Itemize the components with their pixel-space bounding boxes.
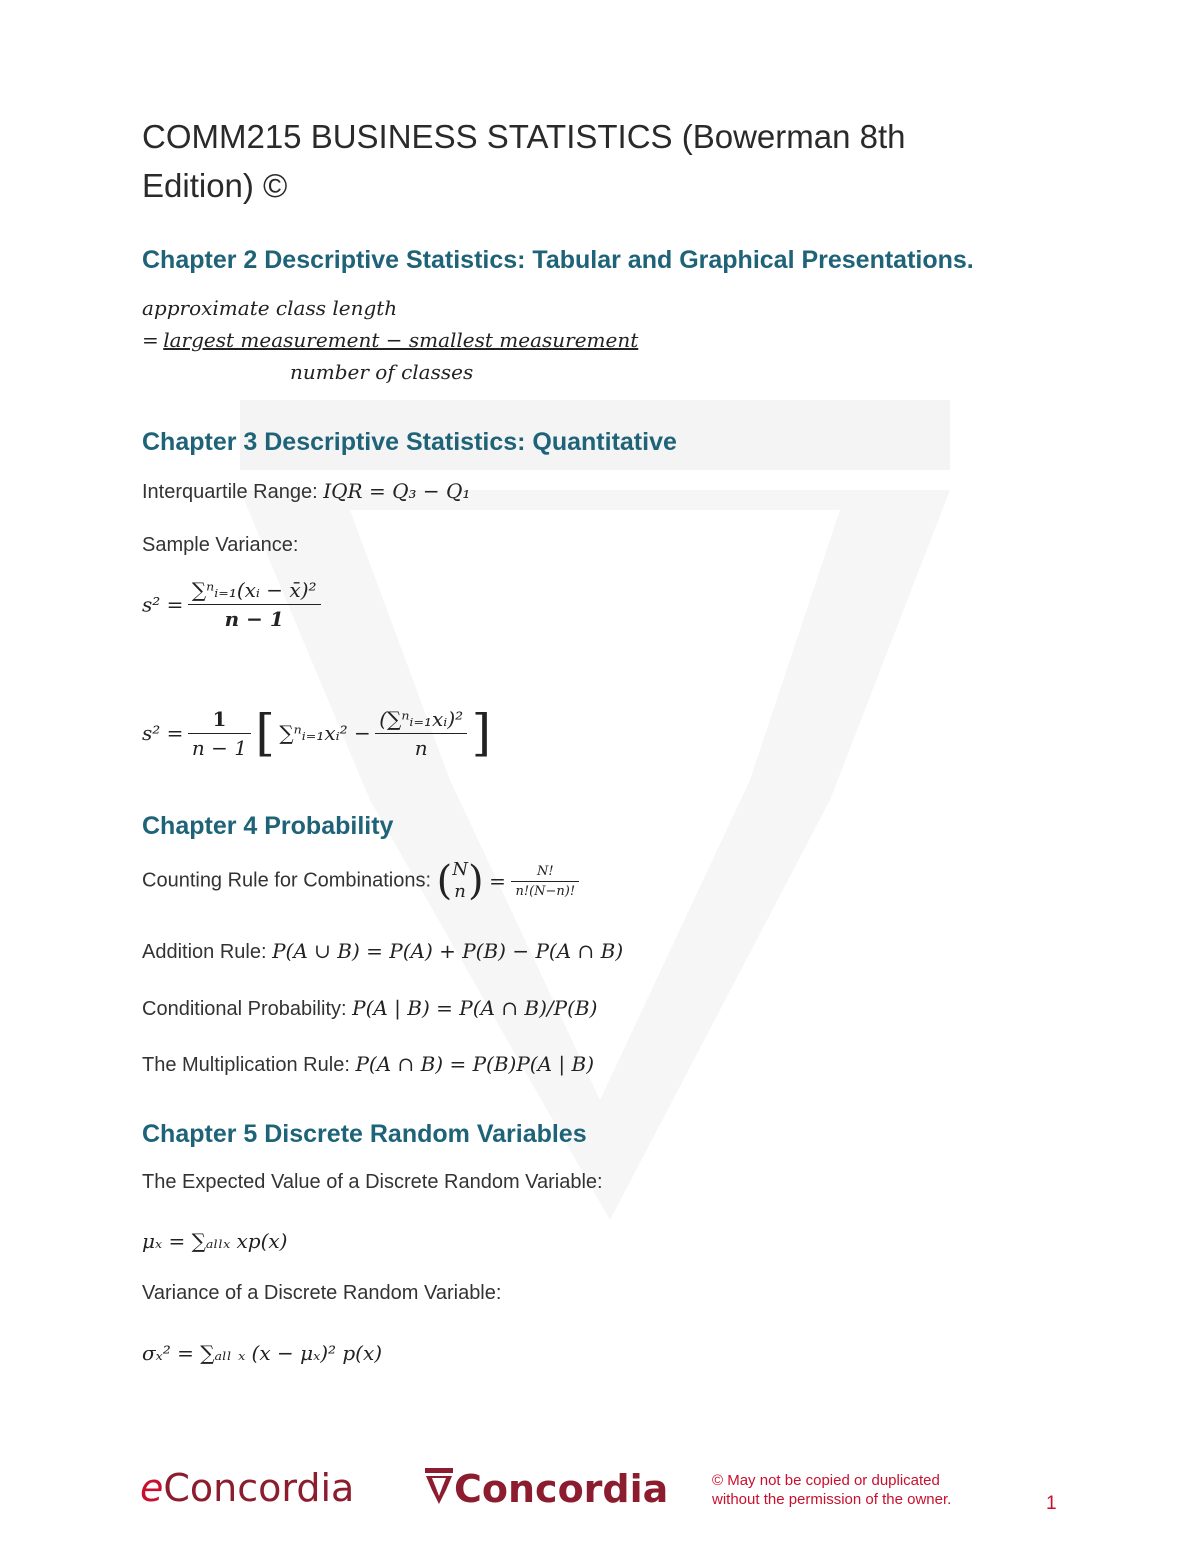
- chapter-3-heading: Chapter 3 Descriptive Statistics: Quantitative: [142, 428, 677, 456]
- s2b-inner-fraction: [375, 707, 467, 760]
- copyright-notice: [712, 1471, 951, 1509]
- concordia-logo: [424, 1466, 668, 1511]
- chapter-4-heading: Chapter 4 Probability: [142, 812, 394, 840]
- sample-variance-formula-1: [142, 578, 321, 631]
- class-length-denominator: number of classes: [290, 360, 474, 384]
- expected-value-label: The Expected Value of a Discrete Random Variable:: [142, 1171, 603, 1193]
- iqr-label: Interquartile Range:: [142, 481, 318, 503]
- s2-denominator: n − 1: [224, 607, 284, 631]
- concordia-wordmark: Concordia: [454, 1467, 669, 1511]
- combinations-fraction: [511, 864, 579, 899]
- s2b-sum: ∑ⁿᵢ₌₁xᵢ² −: [279, 721, 371, 745]
- addition-rule-row: [142, 939, 623, 964]
- iqr-row: [142, 479, 470, 504]
- variance-label: Variance of a Discrete Random Variable:: [142, 1282, 502, 1304]
- class-length-numerator-row: [142, 328, 638, 352]
- right-bracket: ]: [471, 704, 492, 762]
- binom-bottom: n: [454, 881, 466, 902]
- s2b-coefficient: [188, 707, 251, 760]
- conditional-label: Conditional Probability:: [142, 998, 347, 1020]
- s2b-coef-numerator: 1: [188, 707, 251, 734]
- class-length-label: approximate class length: [142, 296, 398, 320]
- combinations-numerator: N!: [511, 864, 579, 882]
- binom-right-paren: ): [467, 858, 484, 904]
- combinations-denominator: n!(N−n)!: [515, 883, 576, 899]
- conditional-probability-row: [142, 996, 597, 1021]
- variance-formula: σₓ² = ∑ₐₗₗ ₓ (x − μₓ)² p(x): [142, 1341, 383, 1365]
- multiplication-formula: P(A ∩ B) = P(B)P(A | B): [355, 1052, 595, 1076]
- s2-fraction: [188, 578, 321, 631]
- sample-variance-label: Sample Variance:: [142, 534, 299, 556]
- equals-sign: =: [142, 328, 159, 352]
- sample-variance-formula-2: [142, 704, 491, 762]
- shield-watermark-icon: [230, 380, 970, 1240]
- iqr-formula: IQR = Q₃ − Q₁: [323, 479, 471, 503]
- econcordia-logo: [140, 1466, 354, 1510]
- concordia-shield-icon: [424, 1466, 454, 1506]
- s2-numerator: ∑ⁿᵢ₌₁(xᵢ − x̄)²: [188, 578, 321, 605]
- econcordia-mark: e: [140, 1466, 164, 1510]
- expected-value-formula: μₓ = ∑ₐₗₗₓ xp(x): [142, 1229, 288, 1253]
- binom-left-paren: (: [436, 858, 453, 904]
- title-line-2: Edition) ©: [142, 167, 288, 204]
- copyright-line-1: © May not be copied or duplicated: [712, 1472, 940, 1489]
- combinations-row: [142, 858, 579, 904]
- s2-lhs: s² =: [142, 592, 184, 617]
- conditional-formula: P(A | B) = P(A ∩ B)/P(B): [352, 996, 598, 1020]
- multiplication-label: The Multiplication Rule:: [142, 1054, 350, 1076]
- binomial: [452, 859, 468, 903]
- s2b-coef-denominator: n − 1: [191, 735, 247, 760]
- binom-top: N: [452, 859, 468, 880]
- s2b-inner-numerator: (∑ⁿᵢ₌₁xᵢ)²: [375, 707, 467, 734]
- left-bracket: [: [255, 704, 275, 762]
- s2b-lhs: s² =: [142, 721, 184, 745]
- multiplication-rule-row: [142, 1052, 594, 1077]
- combinations-equals: =: [489, 869, 506, 893]
- chapter-2-heading: Chapter 2 Descriptive Statistics: Tabular and Graphical Presentations.: [142, 246, 974, 274]
- addition-label: Addition Rule:: [142, 941, 267, 963]
- class-length-numerator: largest measurement − smallest measurement: [163, 328, 639, 352]
- s2b-inner-denominator: n: [414, 735, 428, 760]
- addition-formula: P(A ∪ B) = P(A) + P(B) − P(A ∩ B): [272, 939, 624, 963]
- title-line-1: COMM215 BUSINESS STATISTICS (Bowerman 8th: [142, 118, 906, 155]
- chapter-5-heading: Chapter 5 Discrete Random Variables: [142, 1120, 587, 1148]
- document-title: [142, 112, 1042, 210]
- page-number: 1: [1046, 1493, 1057, 1514]
- combinations-label: Counting Rule for Combinations:: [142, 869, 432, 892]
- econcordia-wordmark: Concordia: [163, 1466, 355, 1510]
- copyright-line-2: without the permission of the owner.: [712, 1491, 952, 1508]
